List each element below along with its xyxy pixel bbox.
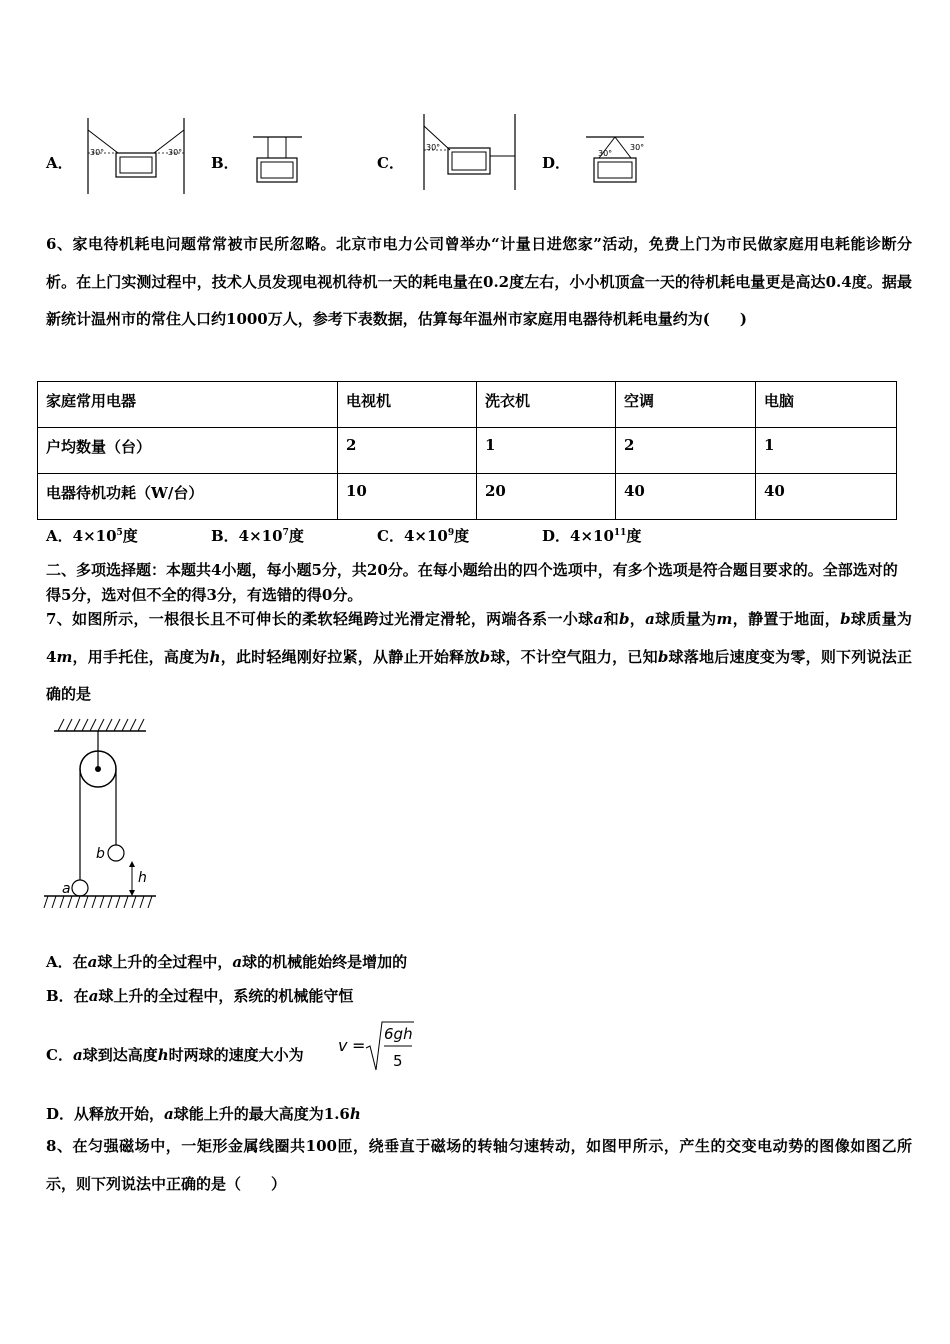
q6-answer-c: C．$4\times 10^9$度 xyxy=(377,527,470,545)
q5-option-b-figure xyxy=(250,134,306,188)
q7-option-a: A．在a球上升的全过程中，a球的机械能始终是增加的 xyxy=(46,953,408,971)
q5-a-angle-left: 30° xyxy=(90,148,105,157)
q5-option-c-label: C． xyxy=(377,154,404,172)
q7-option-c: C．a球到达高度h时两球的速度大小为 xyxy=(46,1046,304,1064)
q6-text: 6、家电待机耗电问题常常被市民所忽略。北京市电力公司曾举办“计量日进您家”活动，免费上门为市民做家庭用电耗能诊断分析。在上门实测过程中，技术人员发现电视机待机一天的耗电量在0.2度左右，小小机顶盒一天的待机耗电量更是高达0.4度。据最新统计温州市的常住人口约1000万人，参考下表数据，估算每年温州市家庭用电器待机耗电量约为( ) xyxy=(46,235,912,328)
q5-option-c-figure xyxy=(420,114,520,192)
q7-option-c-formula xyxy=(336,1018,418,1074)
section2-instructions: 二、多项选择题：本题共4小题，每小题5分，共20分。在每小题给出的四个选项中，有多个选项是符合题目要求的。全部选对的得5分，选对但不全的得3分，有选错的得0分。 xyxy=(46,561,898,604)
table-cell: 电视机 xyxy=(338,382,477,428)
table-cell: 2 xyxy=(616,428,756,474)
q6-answer-a: A．$4\times 10^5$度 xyxy=(46,527,138,545)
fig-label-h: h xyxy=(138,870,147,886)
q6-answer-d: D．$4\times 10^{11}$度 xyxy=(542,527,642,545)
table-cell: 1 xyxy=(756,428,897,474)
q5-d-angle-right: 30° xyxy=(630,143,645,152)
svg-text:6gh: 6gh xyxy=(384,1025,413,1043)
table-cell: 洗衣机 xyxy=(477,382,616,428)
table-cell: 40 xyxy=(616,474,756,520)
q6-table xyxy=(37,381,897,520)
table-row xyxy=(38,382,897,428)
q5-d-angle-left: 30° xyxy=(598,149,613,158)
svg-text:5: 5 xyxy=(393,1052,403,1070)
table-cell: 1 xyxy=(477,428,616,474)
q8-text: 8、在匀强磁场中，一矩形金属线圈共100匝，绕垂直于磁场的转轴匀速转动，如图甲所示，产生的交变电动势的图像如图乙所示，则下列说法中正确的是（ ） xyxy=(46,1137,912,1193)
table-row xyxy=(38,428,897,474)
q7-text: 7、如图所示，一根很长且不可伸长的柔软轻绳跨过光滑定滑轮，两端各系一小球a和b，a球质量为m，静置于地面，b球质量为4m，用手托住，高度为h，此时轻绳刚好拉紧，从静止开始释放b球，不计空气阻力，已知b球落地后速度变为零，则下列说法正确的是 xyxy=(46,610,912,703)
table-cell: 户均数量（台） xyxy=(38,428,338,474)
table-cell: 空调 xyxy=(616,382,756,428)
fig-label-b: b xyxy=(96,846,105,862)
table-cell: 电器待机功耗（W/台） xyxy=(38,474,338,520)
q7-option-d: D．从释放开始，a球能上升的最大高度为1.6h xyxy=(46,1105,361,1123)
table-cell: 电脑 xyxy=(756,382,897,428)
q5-a-angle-right: 30° xyxy=(168,148,183,157)
q5-option-b-label: B． xyxy=(211,154,239,172)
q5-option-d-figure xyxy=(584,134,646,188)
q7-option-b: B．在a球上升的全过程中，系统的机械能守恒 xyxy=(46,987,354,1005)
q5-option-a-figure xyxy=(84,118,188,196)
table-cell: 40 xyxy=(756,474,897,520)
fig-label-a: a xyxy=(62,881,71,897)
q5-c-angle-left: 30° xyxy=(426,143,441,152)
svg-text:=: = xyxy=(352,1036,366,1055)
table-cell: 20 xyxy=(477,474,616,520)
svg-text:v: v xyxy=(338,1036,348,1055)
q7-pulley-figure xyxy=(40,715,164,915)
table-cell: 2 xyxy=(338,428,477,474)
table-cell: 10 xyxy=(338,474,477,520)
table-cell: 家庭常用电器 xyxy=(38,382,338,428)
table-row xyxy=(38,474,897,520)
q6-answer-b: B．$4\times 10^7$度 xyxy=(211,527,304,545)
q5-option-a-label: A． xyxy=(46,154,73,172)
q5-option-d-label: D． xyxy=(542,154,571,172)
